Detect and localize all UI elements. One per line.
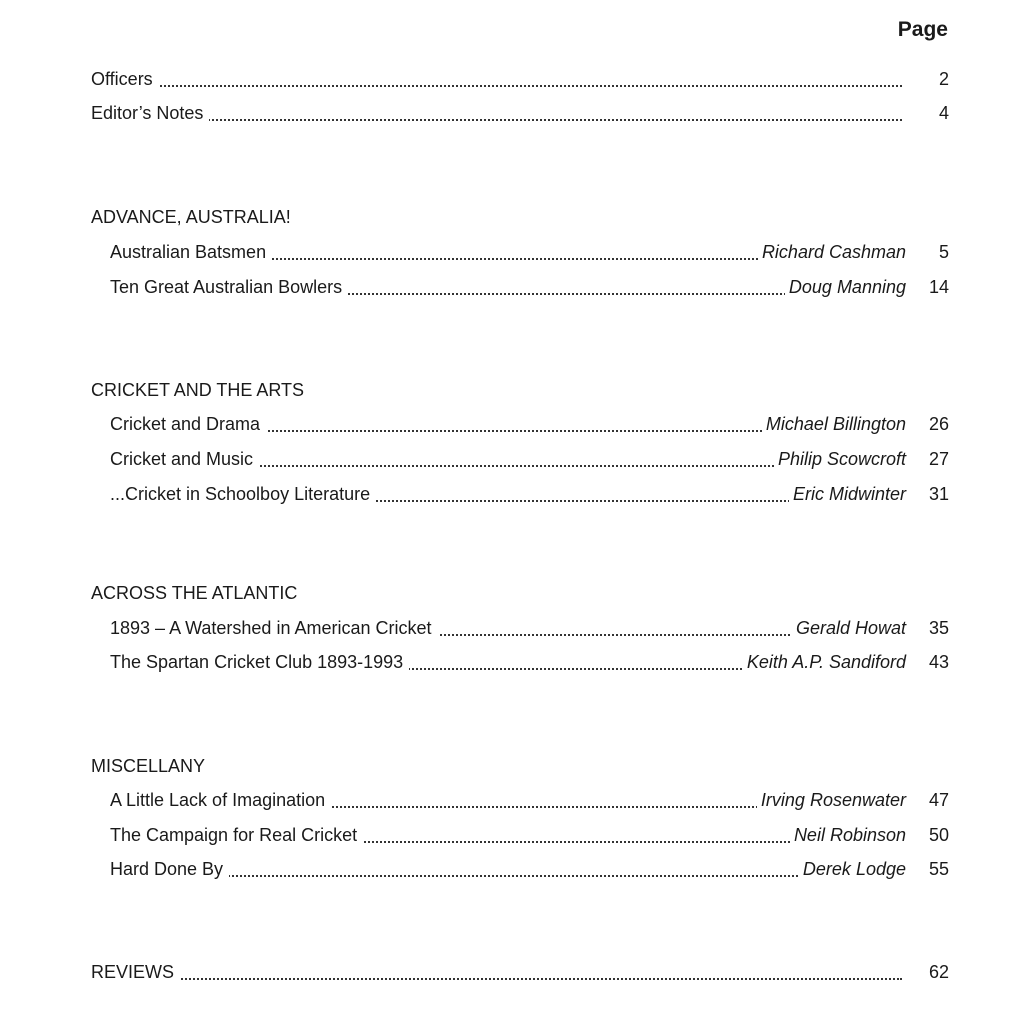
toc-entry [0,615,1024,641]
toc-entry-page: 50 [928,825,949,845]
section-heading: CRICKET AND THE ARTS [91,380,305,400]
dot-leader [200,849,902,877]
toc-entry [0,239,1024,265]
toc-entry-author: Richard Cashman [758,239,906,265]
toc-entry-author: Irving Rosenwater [757,787,906,813]
toc-entry [0,274,1024,300]
page-column-heading: Page [897,18,948,41]
toc-entry [0,481,1024,507]
section-heading: ADVANCE, AUSTRALIA! [91,207,291,227]
toc-entry-page: 43 [928,652,949,672]
toc-entry-page: 55 [928,859,949,879]
toc-entry-page: 47 [928,790,949,810]
toc-entry-author: Derek Lodge [799,856,906,882]
toc-entry [0,856,1024,882]
toc-entry-page: 31 [928,484,949,504]
toc-entry-title: Cricket and Music [110,446,259,472]
toc-entry-author: Eric Midwinter [789,481,906,507]
toc-entry [0,787,1024,813]
toc-entry-title: ...Cricket in Schoolboy Literature [110,481,376,507]
toc-entry-editors-notes [0,100,1024,126]
toc-entry-title: The Spartan Cricket Club 1893-1993 [110,649,409,675]
toc-entry-author: Neil Robinson [790,822,906,848]
toc-entry-title: Officers [91,66,159,92]
toc-entry-page: 62 [928,962,949,982]
toc-entry-title: Cricket and Drama [110,411,266,437]
toc-entry [0,446,1024,472]
section-heading: ACROSS THE ATLANTIC [91,583,298,603]
dot-leader [160,93,902,121]
toc-entry [0,649,1024,675]
toc-entry-title: REVIEWS [91,959,180,985]
toc-entry-page: 26 [928,414,949,434]
toc-entry-reviews [0,959,1024,985]
toc-entry-title: Ten Great Australian Bowlers [110,274,348,300]
toc-entry-title: Hard Done By [110,856,229,882]
toc-entry [0,822,1024,848]
toc-entry-title: Australian Batsmen [110,239,272,265]
dot-leader [160,59,902,87]
toc-entry [0,411,1024,437]
toc-entry-author: Doug Manning [785,274,906,300]
toc-entry-page: 5 [938,242,949,262]
toc-entry-title: Editor’s Notes [91,100,209,126]
toc-entry-page: 27 [928,449,949,469]
toc-entry-title: 1893 – A Watershed in American Cricket [110,615,438,641]
toc-entry-title: A Little Lack of Imagination [110,787,331,813]
toc-entry-page: 14 [928,277,949,297]
toc-entry-author: Keith A.P. Sandiford [743,649,906,675]
toc-entry-officers [0,66,1024,92]
toc-entry-page: 35 [928,618,949,638]
dot-leader [170,952,902,980]
toc-entry-author: Philip Scowcroft [774,446,906,472]
toc-entry-page: 2 [938,69,949,89]
toc-entry-title: The Campaign for Real Cricket [110,822,363,848]
toc-entry-page: 4 [938,103,949,123]
toc-entry-author: Michael Billington [762,411,906,437]
toc-entry-author: Gerald Howat [792,615,906,641]
section-heading: MISCELLANY [91,756,206,776]
